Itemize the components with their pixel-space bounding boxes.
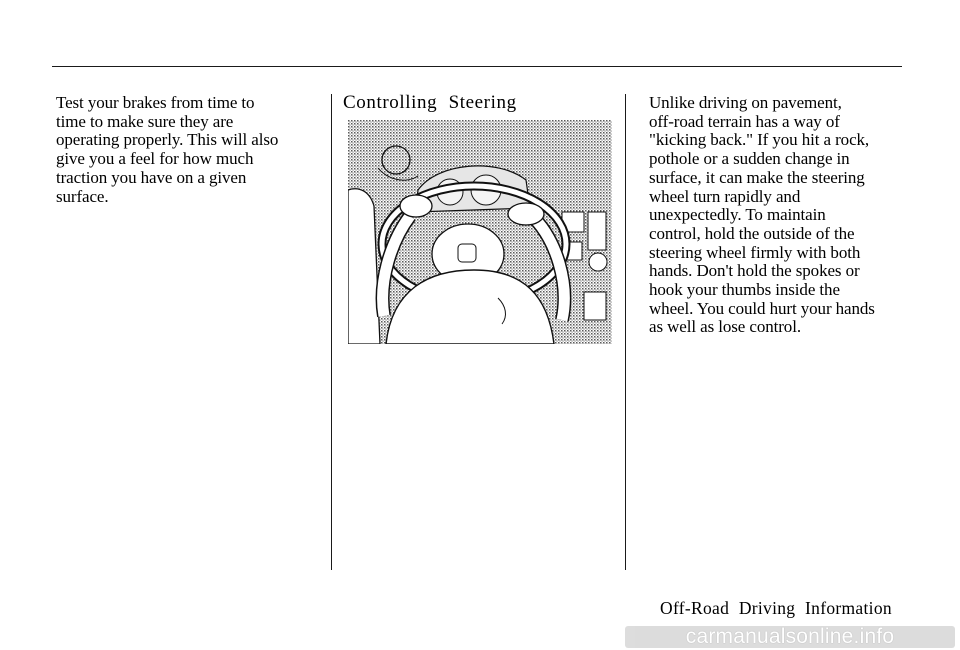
top-rule [52, 66, 902, 67]
column-divider-left [331, 94, 332, 570]
footer-section-label: Off-Road Driving Information [660, 598, 892, 618]
column-divider-right [625, 94, 626, 570]
driver-hands-on-steering-wheel-icon [348, 120, 612, 344]
left-column-text: Test your brakes from time to time to make sure they are operating properly. This will also give you a feel for how much traction you have on a given surface. [56, 93, 279, 206]
illustration [348, 120, 612, 344]
section-heading: Controlling Steering [343, 92, 517, 113]
watermark: carmanualsonline.info [625, 626, 955, 648]
right-column-text: Unlike driving on pavement, off-road terrain has a way of "kicking back." If you hit a rock, pothole or a sudden change in surface, it can make the steering wheel turn rapidly and unexpectedly. To maintain control, hold the outside of the steering wheel firmly with both hands. Don't hold the spokes or hook your thumbs inside the wheel. You could hurt your hands as well as lose control. [649, 93, 875, 337]
